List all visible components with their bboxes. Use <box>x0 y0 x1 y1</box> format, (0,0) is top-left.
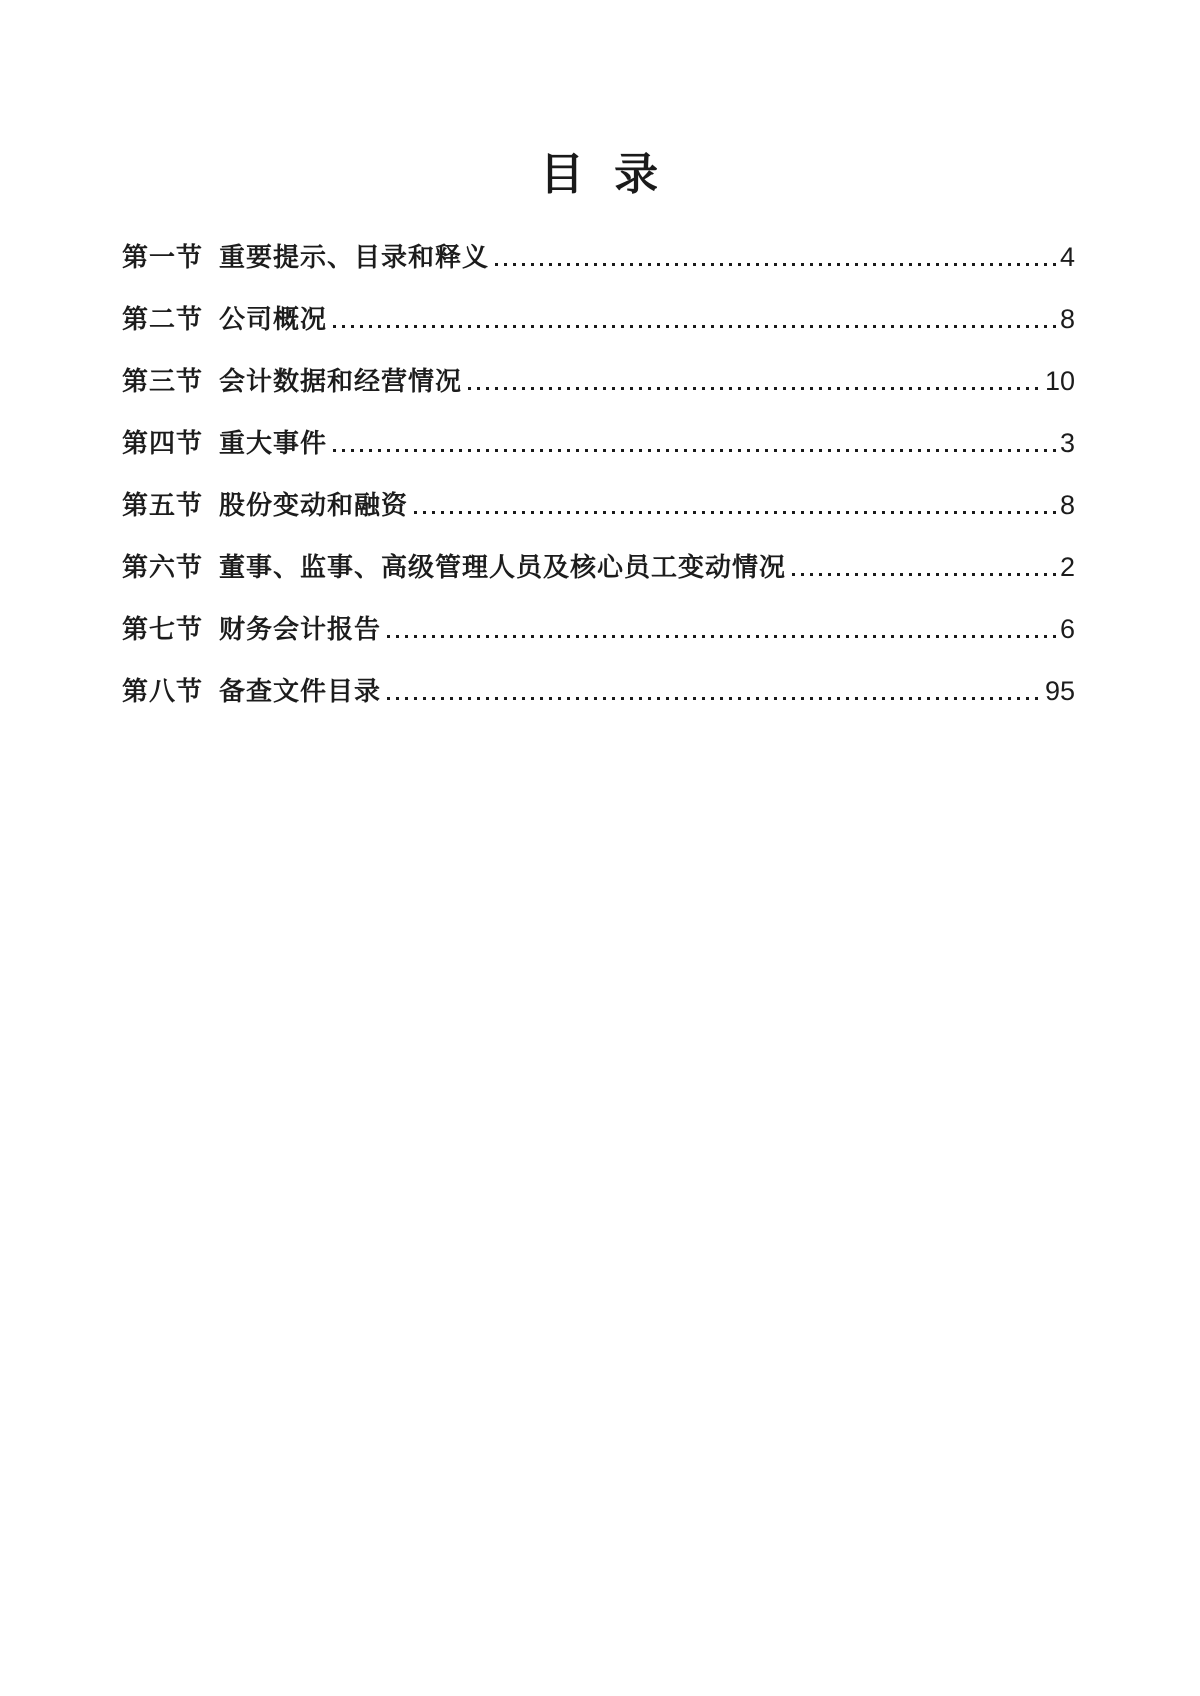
toc-section-number: 第二节 <box>122 304 204 334</box>
toc-section-title: 重大事件 <box>219 428 328 458</box>
toc-page-number: 10 <box>1044 366 1075 396</box>
toc-entry <box>122 550 1075 584</box>
dot-leader <box>333 325 1057 328</box>
toc-section-title: 财务会计报告 <box>219 614 382 644</box>
toc-entry <box>122 364 1075 398</box>
table-of-contents <box>0 198 1200 708</box>
toc-section-number: 第三节 <box>122 366 204 396</box>
dot-leader <box>792 573 1057 576</box>
toc-page-number: 4 <box>1059 242 1075 272</box>
dot-leader <box>495 263 1057 266</box>
toc-section-title: 备查文件目录 <box>219 676 382 706</box>
toc-entry <box>122 240 1075 274</box>
toc-section-title: 董事、监事、高级管理人员及核心员工变动情况 <box>219 552 787 582</box>
toc-entry <box>122 674 1075 708</box>
toc-section-number: 第一节 <box>122 242 204 272</box>
toc-entry <box>122 426 1075 460</box>
toc-page-number: 8 <box>1059 304 1075 334</box>
toc-page-number: 95 <box>1044 676 1075 706</box>
toc-section-title: 重要提示、目录和释义 <box>219 242 490 272</box>
toc-section-number: 第七节 <box>122 614 204 644</box>
toc-section-title: 公司概况 <box>219 304 328 334</box>
dot-leader <box>414 511 1057 514</box>
dot-leader <box>387 635 1057 638</box>
dot-leader <box>468 387 1042 390</box>
toc-section-title: 会计数据和经营情况 <box>219 366 463 396</box>
toc-section-number: 第五节 <box>122 490 204 520</box>
toc-section-number: 第八节 <box>122 676 204 706</box>
toc-page-number: 6 <box>1059 614 1075 644</box>
toc-page-number: 3 <box>1059 428 1075 458</box>
page-title: 目 录 <box>539 150 661 199</box>
toc-section-number: 第四节 <box>122 428 204 458</box>
toc-entry <box>122 612 1075 646</box>
toc-entry <box>122 488 1075 522</box>
toc-page-number: 8 <box>1059 490 1075 520</box>
toc-section-number: 第六节 <box>122 552 204 582</box>
toc-page-number: 2 <box>1059 552 1075 582</box>
dot-leader <box>333 449 1057 452</box>
toc-section-title: 股份变动和融资 <box>219 490 409 520</box>
toc-entry <box>122 302 1075 336</box>
dot-leader <box>387 697 1042 700</box>
